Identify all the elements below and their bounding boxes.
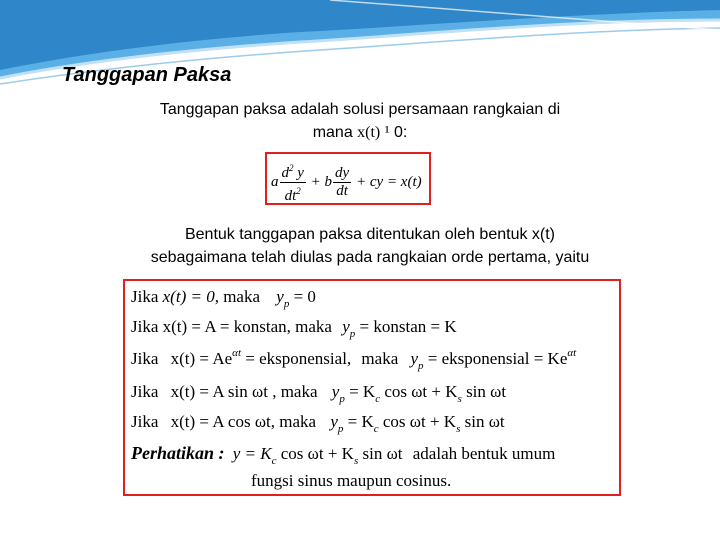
differential-equation: a $\frac{d^2 y}{dt^2}$ + b $\frac{dy}{dt}$ + cy = x(t) bbox=[271, 160, 422, 205]
differential-equation-box bbox=[265, 152, 431, 205]
rule-result-sub: p bbox=[349, 328, 356, 340]
rule-maka: maka bbox=[361, 349, 399, 368]
rule-condition-sup: αt bbox=[232, 347, 242, 359]
eq-dy-num: dy bbox=[335, 165, 350, 181]
rule-row bbox=[131, 287, 316, 310]
rule-jika: Jika bbox=[131, 287, 159, 306]
eq-dt-den: dt bbox=[336, 183, 348, 199]
eq-coef-c: c bbox=[369, 173, 377, 190]
note-tail: adalah bentuk umum bbox=[412, 444, 556, 463]
rule-value: = eksponensial = Ke bbox=[427, 349, 568, 368]
rule-row bbox=[131, 382, 507, 405]
note-expr-mid: cos ωt + K bbox=[280, 444, 354, 463]
rule-condition: x(t) = A cos ωt, bbox=[170, 412, 275, 431]
rule-condition: x(t) = 0 bbox=[162, 287, 215, 306]
rule-value-sub-c: c bbox=[375, 393, 381, 405]
rule-maka: maka bbox=[279, 412, 317, 431]
rule-maka: , maka bbox=[272, 382, 318, 401]
body-line-1: Bentuk tanggapan paksa ditentukan oleh bentuk x(t) bbox=[184, 226, 556, 243]
eq-coef-a: a bbox=[271, 173, 279, 190]
rule-condition: x(t) = Ae bbox=[170, 349, 233, 368]
rule-condition-2: = eksponensial, bbox=[245, 349, 352, 368]
note-row bbox=[131, 443, 556, 467]
rule-result-sub: p bbox=[339, 393, 345, 405]
rule-value-mid: cos ωt + K bbox=[382, 412, 457, 431]
rule-condition: x(t) = A sin ωt bbox=[170, 382, 268, 401]
rule-result: y bbox=[331, 382, 340, 401]
rule-condition: x(t) = A = konstan, bbox=[162, 317, 291, 336]
intro-paragraph bbox=[120, 98, 600, 144]
rule-maka: maka bbox=[295, 317, 332, 336]
rule-result: y bbox=[410, 349, 419, 368]
rule-result: y bbox=[330, 412, 338, 431]
rule-value-end: sin ωt bbox=[466, 382, 507, 401]
rule-value: = 0 bbox=[293, 287, 316, 306]
note-expr-y: y = K bbox=[232, 444, 272, 463]
rule-value: = K bbox=[349, 382, 376, 401]
intro-line-1: Tanggapan paksa adalah solusi persamaan rangkaian di bbox=[159, 101, 561, 118]
note-sub-s: s bbox=[353, 455, 359, 467]
body-paragraph bbox=[110, 223, 630, 269]
rule-result-sub: p bbox=[283, 298, 290, 310]
rule-value-sub-s: s bbox=[456, 423, 461, 435]
rule-value-sub-s: s bbox=[457, 393, 462, 405]
rule-jika: Jika bbox=[131, 349, 159, 368]
rule-result: y bbox=[342, 317, 350, 336]
intro-xt: x(t) bbox=[357, 124, 381, 141]
body-line-2: sebagaimana telah diulas pada rangkaian orde pertama, yaitu bbox=[150, 249, 590, 266]
rule-result-sub: p bbox=[418, 360, 424, 372]
eq-first-derivative bbox=[333, 165, 351, 200]
forced-response-rules-box bbox=[123, 279, 621, 496]
rule-jika: Jika bbox=[131, 317, 159, 336]
eq-dt2-den: dt bbox=[284, 188, 297, 204]
note-expr-end: sin ωt bbox=[362, 444, 403, 463]
rule-value: = konstan = K bbox=[359, 317, 457, 336]
rule-jika: Jika bbox=[131, 412, 159, 431]
rule-value-sub-c: c bbox=[373, 423, 379, 435]
rule-result-sub: p bbox=[337, 423, 344, 435]
rule-maka: , maka bbox=[214, 287, 261, 306]
rule-jika: Jika bbox=[131, 382, 159, 401]
eq-second-derivative: $\frac{d^2 y}{dt^2}$ bbox=[280, 160, 306, 205]
intro-line-2-suffix: 0: bbox=[389, 124, 408, 141]
slide-title: Tanggapan Paksa bbox=[62, 64, 232, 86]
rule-result: y bbox=[276, 287, 284, 306]
not-equal-symbol: ¹ bbox=[384, 124, 390, 141]
eq-coef-b: b bbox=[324, 173, 333, 190]
eq-rhs: = x(t) bbox=[386, 173, 422, 190]
rule-value: = K bbox=[347, 412, 374, 431]
rule-row bbox=[131, 412, 505, 435]
rule-row bbox=[131, 317, 457, 340]
rule-row bbox=[131, 347, 577, 372]
note-label: Perhatikan : bbox=[131, 443, 225, 463]
rule-value-end: sin ωt bbox=[464, 412, 505, 431]
intro-line-2 bbox=[120, 121, 600, 144]
note-sub-c: c bbox=[271, 455, 277, 467]
rule-value-mid: cos ωt + K bbox=[384, 382, 458, 401]
rule-value-sup: αt bbox=[567, 347, 577, 359]
note-line-2: fungsi sinus maupun cosinus. bbox=[251, 471, 452, 490]
eq-d2y-num: d bbox=[281, 165, 289, 181]
intro-line-2-prefix: mana bbox=[312, 124, 358, 141]
